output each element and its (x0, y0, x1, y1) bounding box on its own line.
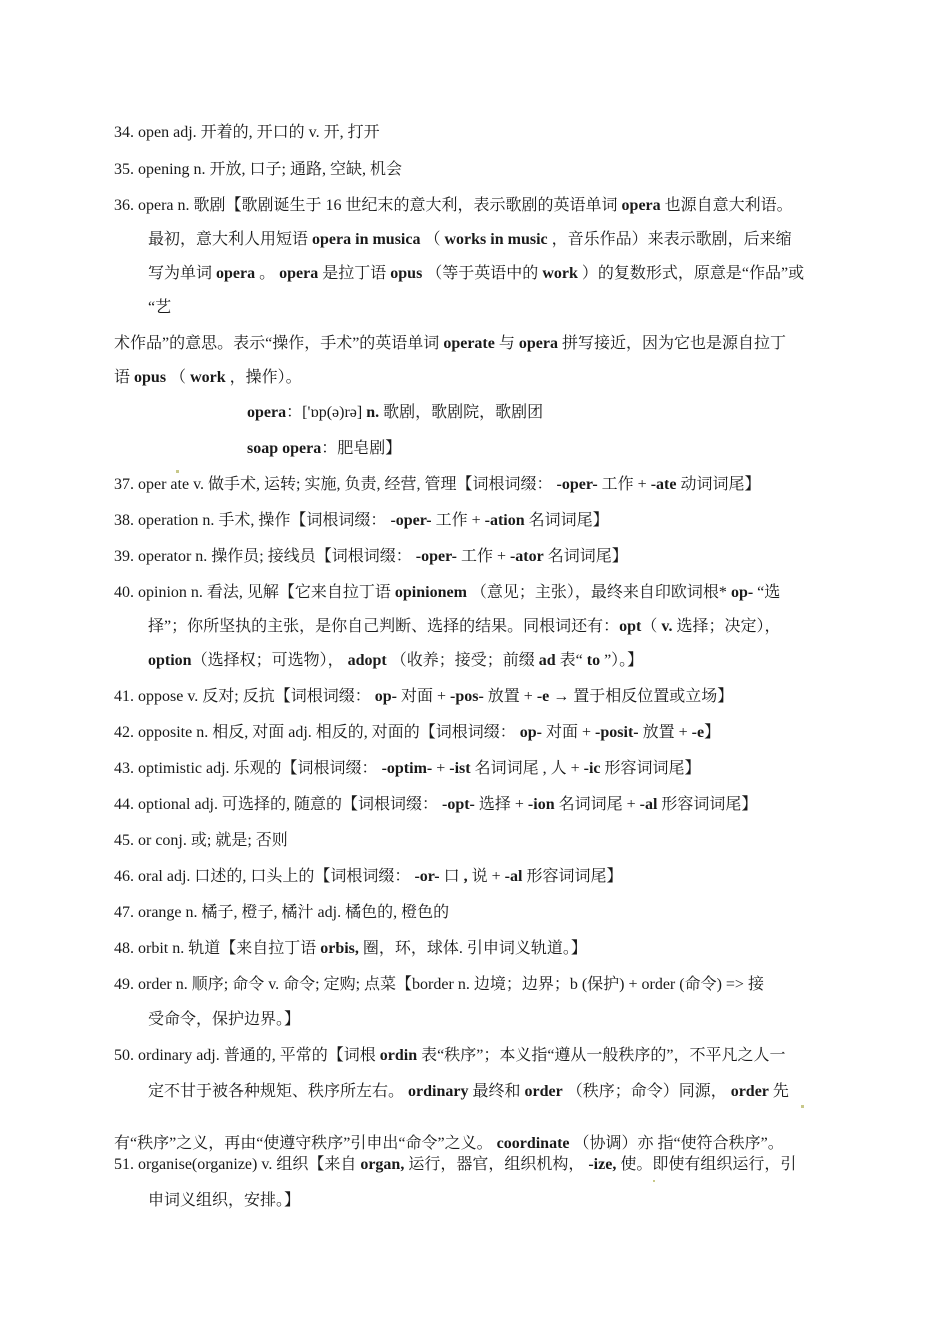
entry-48: 48. orbit n. 轨道【来自拉丁语 orbis, 圈，环，球体. 引申词义轨道。】 (114, 940, 587, 957)
entry-42: 42. opposite n. 相反, 对面 adj. 相反的, 对面的【词根词缀： op- 对面 + -posit- 放置 + -e】 (114, 724, 721, 741)
entry-40-line-3: option（选择权；可选物）， adopt （收养；接受；前缀 ad 表“ to ”）。】 (148, 652, 644, 669)
entry-47: 47. orange n. 橘子, 橙子, 橘汁 adj. 橘色的, 橙色的 (114, 904, 450, 921)
entry-40-line-1: 40. opinion n. 看法, 见解【它来自拉丁语 opinionem （意见；主张），最终来自印欧词根* op- “选 (114, 584, 781, 601)
entry-43: 43. optimistic adj. 乐观的【词根词缀： -optim- + -ist 名词词尾 , 人 + -ic 形容词词尾】 (114, 760, 701, 777)
entry-39: 39. operator n. 操作员; 接线员【词根词缀： -oper- 工作 + -ator 名词词尾】 (114, 548, 628, 565)
entry-46: 46. oral adj. 口述的, 口头上的【词根词缀： -or- 口 , 说 + -al 形容词词尾】 (114, 868, 623, 885)
entry-49-line-1: 49. order n. 顺序; 命令 v. 命令; 定购; 点菜【border n. 边境；边界；b (保护) + order (命令) => 接 (114, 976, 764, 993)
entry-37: 37. oper ate v. 做手术, 运转; 实施, 负责, 经营, 管理【词根词缀： -oper- 工作 + -ate 动词词尾】 (114, 476, 761, 493)
speck-mark (801, 1105, 804, 1108)
entry-40-line-2: 择”；你所坚执的主张，是你自己判断、选择的结果。同根词还有：opt（ v. 选择；决定）， (148, 618, 781, 635)
entry-41: 41. oppose v. 反对; 反抗【词根词缀： op- 对面 + -pos- 放置 + -e → 置于相反位置或立场】 (114, 688, 734, 705)
entry-51-line-2: 申词义组织，安排。】 (148, 1192, 301, 1209)
entry-49-line-2: 受命令，保护边界。】 (148, 1011, 301, 1028)
entry-34: 34. open adj. 开着的, 开口的 v. 开, 打开 (114, 124, 380, 141)
entry-50-line-2: 定不甘于被各种规矩、秩序所左右。 ordinary 最终和 order （秩序；命令）同源， order 先 (148, 1083, 789, 1100)
entry-50-line-1: 50. ordinary adj. 普通的, 平常的【词根 ordin 表“秩序”；本义指“遵从一般秩序的”，不平凡之人一 (114, 1047, 786, 1064)
entry-36-line-4: “艺 (148, 299, 172, 316)
entry-38: 38. operation n. 手术, 操作【词根词缀： -oper- 工作 + -ation 名词词尾】 (114, 512, 609, 529)
entry-36-line-2: 最初，意大利人用短语 opera in musica （ works in music ，音乐作品）来表示歌剧，后来缩 (148, 231, 792, 248)
speck-mark (176, 470, 179, 473)
entry-36-line-8: soap opera：肥皂剧】 (247, 440, 402, 457)
entry-44: 44. optional adj. 可选择的, 随意的【词根词缀： -opt- 选择 + -ion 名词词尾 + -al 形容词词尾】 (114, 796, 758, 813)
entry-45: 45. or conj. 或; 就是; 否则 (114, 832, 288, 849)
entry-36-line-1: 36. opera n. 歌剧【歌剧诞生于 16 世纪末的意大利，表示歌剧的英语单词 opera 也源自意大利语。 (114, 197, 793, 214)
entry-36-line-3: 写为单词 opera 。 opera 是拉丁语 opus （等于英语中的 work ）的复数形式，原意是“作品”或 (148, 265, 805, 282)
entry-50-line-3: 有“秩序”之义，再由“使遵守秩序”引申出“命令”之义。 coordinate （协调）亦 指“使符合秩序”。 (114, 1135, 784, 1152)
speck-mark (653, 1180, 655, 1182)
entry-36-line-5: 术作品”的意思。表示“操作，手术”的英语单词 operate 与 opera 拼写接近，因为它也是源自拉丁 (114, 335, 786, 352)
entry-51-line-1: 51. organise(organize) v. 组织【来自 organ, 运行，器官，组织机构， -ize, 使。即使有组织运行，引 (114, 1156, 797, 1173)
entry-35: 35. opening n. 开放, 口子; 通路, 空缺, 机会 (114, 161, 402, 178)
entry-36-line-6: 语 opus （ work ，操作）。 (114, 369, 302, 386)
entry-36-line-7: opera：['ɒp(ə)rə] n. 歌剧，歌剧院，歌剧团 (247, 404, 544, 421)
